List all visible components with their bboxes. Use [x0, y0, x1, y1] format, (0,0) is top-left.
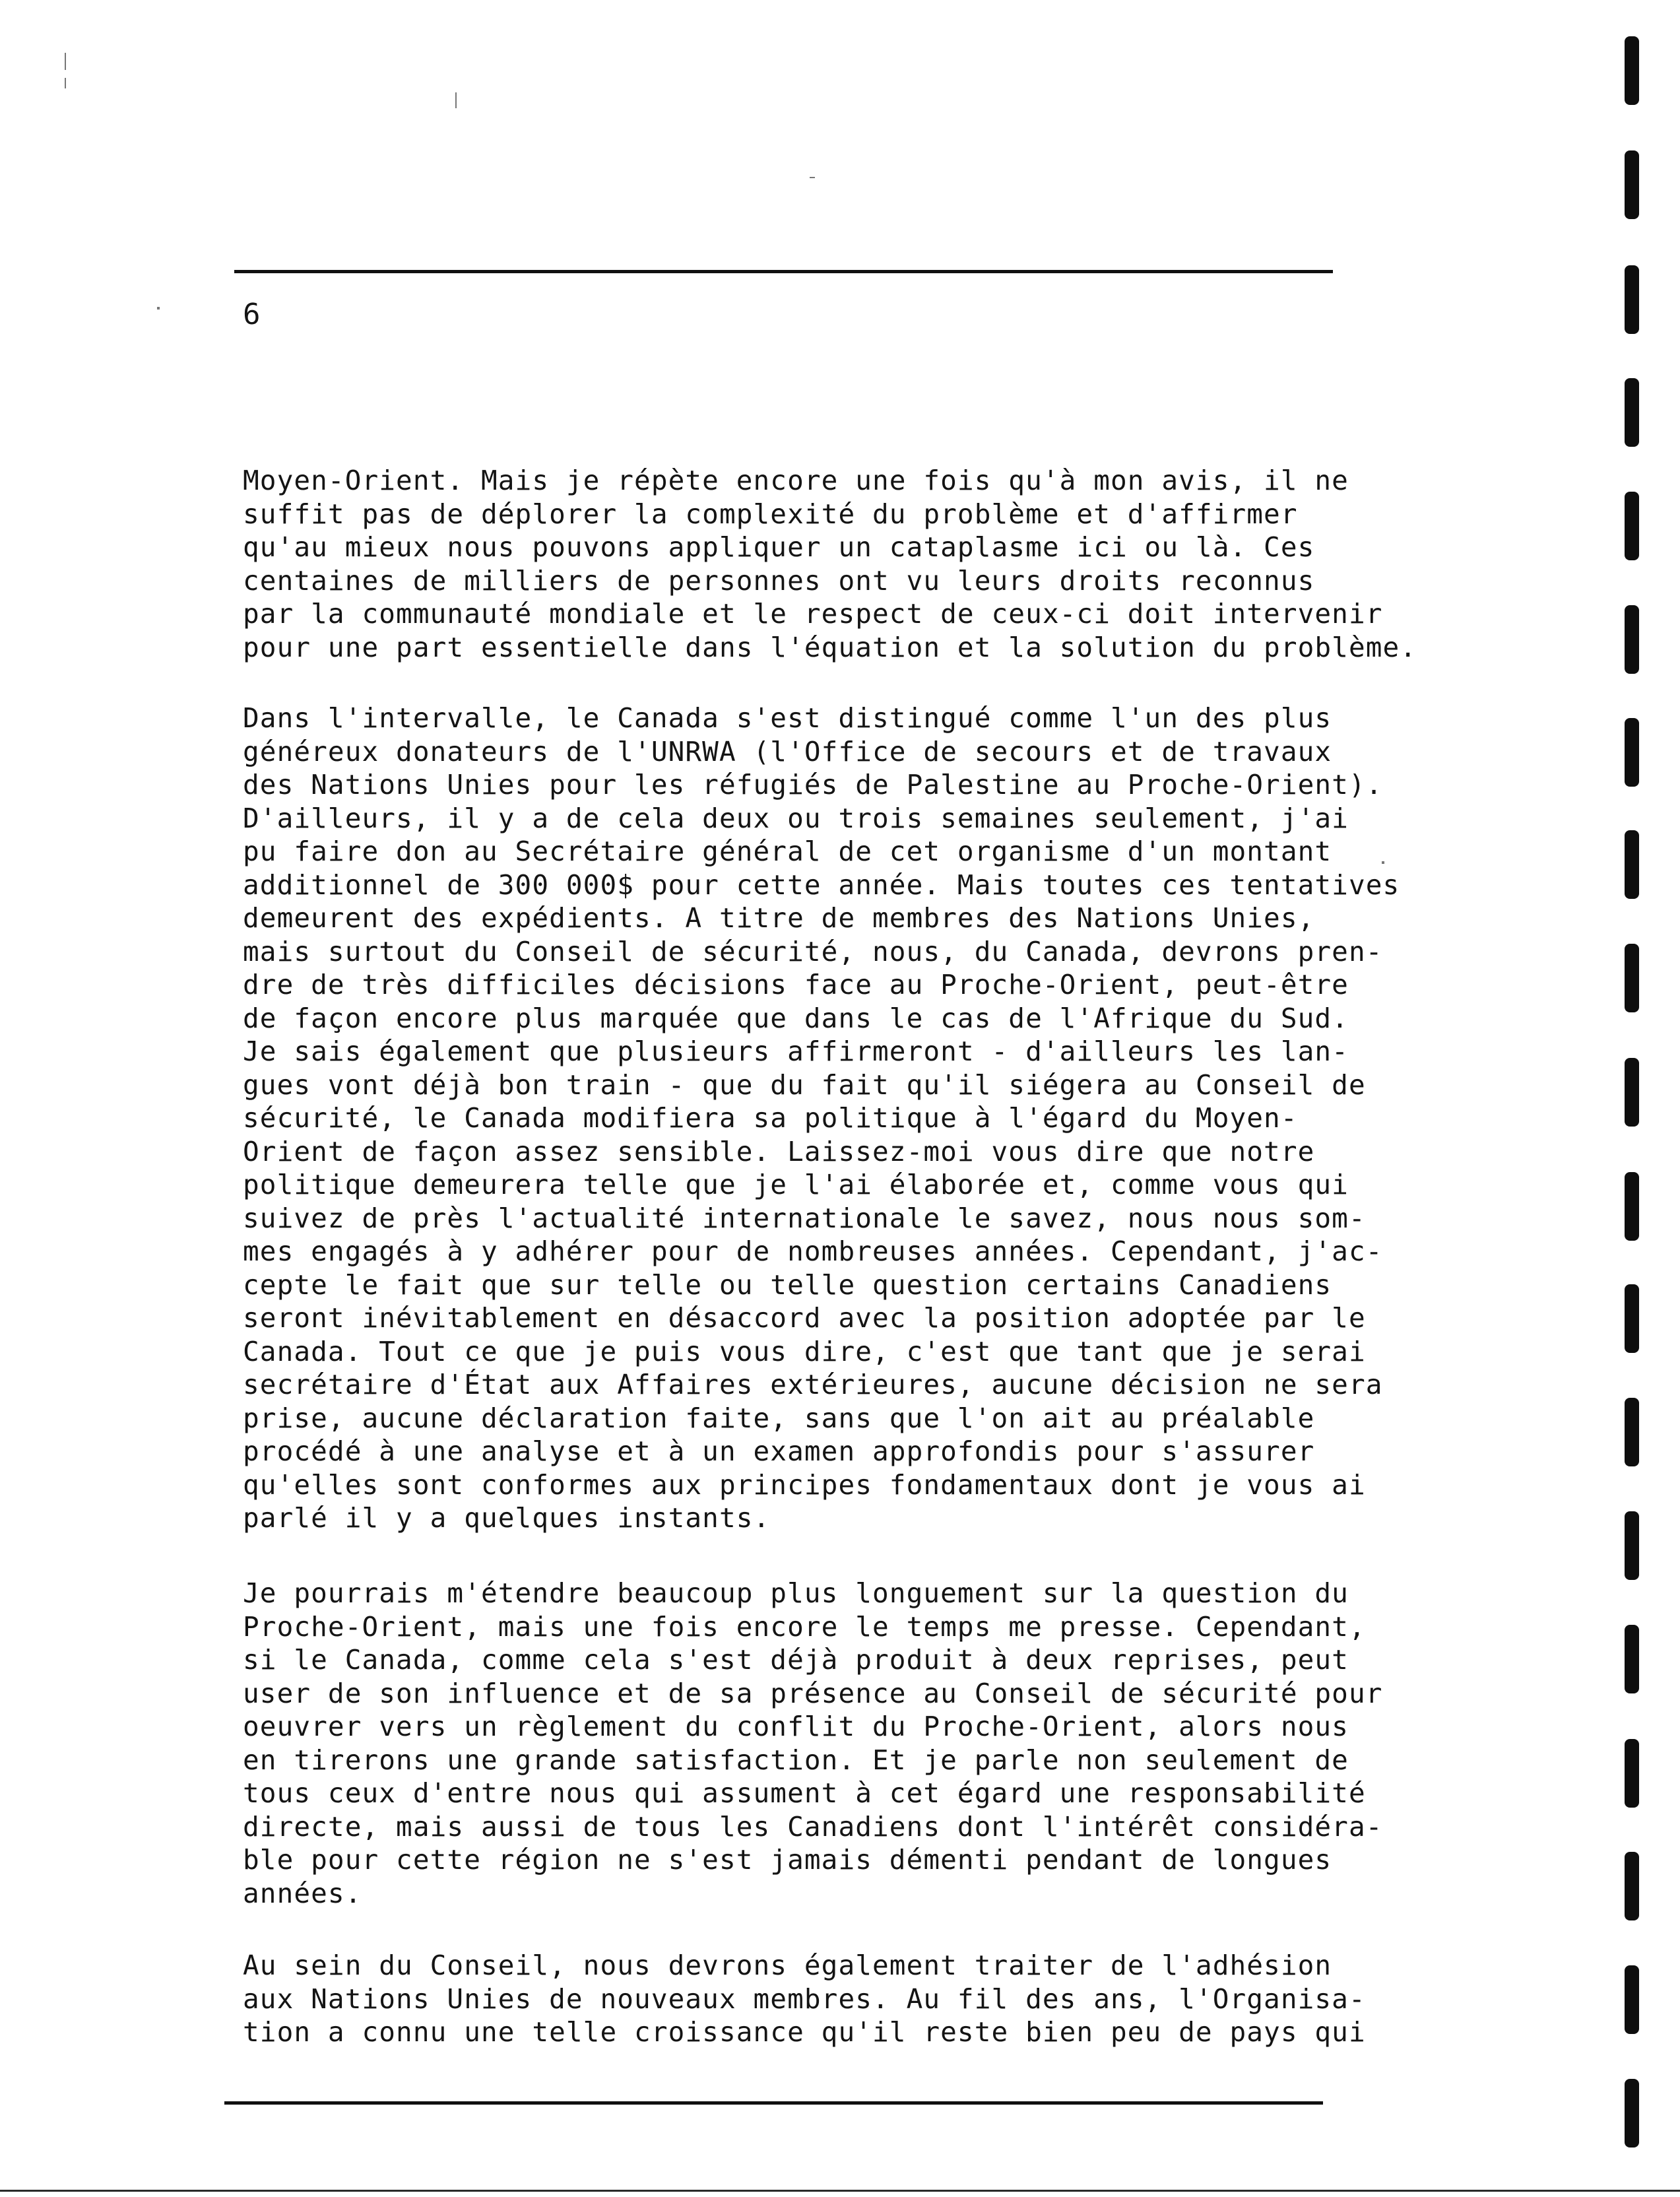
text-line: si le Canada, comme cela s'est déjà produit à deux reprises, peut	[243, 1644, 1349, 1676]
page-number: 6	[243, 298, 261, 331]
text-line: ble pour cette région ne s'est jamais démenti pendant de longues	[243, 1844, 1332, 1876]
text-line: Dans l'intervalle, le Canada s'est distingué comme l'un des plus	[243, 702, 1332, 734]
text-line: secrétaire d'État aux Affaires extérieures, aucune décision ne sera	[243, 1369, 1383, 1400]
text-line: demeurent des expédients. A titre de membres des Nations Unies,	[243, 902, 1315, 934]
text-line: centaines de milliers de personnes ont vu leurs droits reconnus	[243, 564, 1315, 597]
text-line: pour une part essentielle dans l'équation et la solution du problème.	[243, 631, 1417, 663]
text-line: Canada. Tout ce que je puis vous dire, c'est que tant que je serai	[243, 1335, 1366, 1367]
scan-speck	[455, 92, 457, 108]
text-line: prise, aucune déclaration faite, sans que l'on ait au préalable	[243, 1402, 1315, 1434]
text-line: aux Nations Unies de nouveaux membres. Au fil des ans, l'Organisa-	[243, 1983, 1366, 2015]
binder-mark	[1625, 1511, 1639, 1580]
binder-mark	[1625, 1398, 1639, 1466]
binder-mark	[1625, 1965, 1639, 2034]
binder-mark	[1625, 265, 1639, 334]
binder-mark	[1625, 378, 1639, 447]
scan-speck	[1382, 861, 1384, 864]
text-line: tous ceux d'entre nous qui assument à cet égard une responsabilité	[243, 1777, 1366, 1809]
text-line: tion a connu une telle croissance qu'il reste bien peu de pays qui	[243, 2016, 1366, 2048]
text-line: qu'elles sont conformes aux principes fondamentaux dont je vous ai	[243, 1468, 1366, 1501]
text-line: des Nations Unies pour les réfugiés de Palestine au Proche-Orient).	[243, 769, 1383, 801]
binder-mark	[1625, 605, 1639, 674]
text-line: Orient de façon assez sensible. Laissez-moi vous dire que notre	[243, 1135, 1315, 1167]
binder-mark	[1625, 1172, 1639, 1241]
text-line: sécurité, le Canada modifiera sa politique à l'égard du Moyen-	[243, 1102, 1298, 1134]
binder-mark	[1625, 944, 1639, 1012]
scan-speck	[65, 53, 66, 70]
text-line: Proche-Orient, mais une fois encore le temps me presse. Cependant,	[243, 1610, 1366, 1643]
text-line: additionnel de 300 000$ pour cette année. Mais toutes ces tentatives	[243, 869, 1400, 901]
text-line: Au sein du Conseil, nous devrons également traiter de l'adhésion	[243, 1950, 1332, 1981]
text-line: user de son influence et de sa présence au Conseil de sécurité pour	[243, 1677, 1383, 1709]
binder-mark	[1625, 492, 1639, 560]
paragraph-2	[243, 702, 1400, 1535]
paragraph-1	[243, 464, 1417, 664]
text-line: de façon encore plus marquée que dans le cas de l'Afrique du Sud.	[243, 1002, 1349, 1034]
scan-speck	[810, 177, 815, 178]
text-line: Je sais également que plusieurs affirmeront - d'ailleurs les lan-	[243, 1035, 1349, 1067]
binder-mark	[1625, 1058, 1639, 1127]
text-line: pu faire don au Secrétaire général de cet organisme d'un montant	[243, 836, 1332, 867]
binder-mark	[1625, 830, 1639, 899]
text-line: Je pourrais m'étendre beaucoup plus longuement sur la question du	[243, 1577, 1349, 1609]
paragraph-4	[243, 1949, 1366, 2049]
binder-mark	[1625, 150, 1639, 219]
binder-mark	[1625, 1739, 1639, 1808]
text-line: procédé à une analyse et à un examen approfondis pour s'assurer	[243, 1435, 1315, 1467]
text-line: gues vont déjà bon train - que du fait qu'il siégera au Conseil de	[243, 1068, 1366, 1101]
text-line: mais surtout du Conseil de sécurité, nous, du Canada, devrons pren-	[243, 935, 1383, 967]
text-line: directe, mais aussi de tous les Canadiens dont l'intérêt considéra-	[243, 1810, 1383, 1843]
paragraph-3	[243, 1577, 1383, 1910]
text-line: Moyen-Orient. Mais je répète encore une fois qu'à mon avis, il ne	[243, 465, 1349, 496]
binder-mark	[1625, 36, 1639, 105]
text-line: suivez de près l'actualité internationale le savez, nous nous som-	[243, 1202, 1366, 1234]
scan-speck	[157, 307, 160, 310]
text-line: dre de très difficiles décisions face au Proche-Orient, peut-être	[243, 969, 1349, 1000]
text-line: qu'au mieux nous pouvons appliquer un cataplasme ici ou là. Ces	[243, 531, 1315, 563]
text-line: politique demeurera telle que je l'ai élaborée et, comme vous qui	[243, 1169, 1349, 1200]
text-line: cepte le fait que sur telle ou telle question certains Canadiens	[243, 1268, 1332, 1301]
text-line: parlé il y a quelques instants.	[243, 1502, 771, 1534]
text-line: suffit pas de déplorer la complexité du problème et d'affirmer	[243, 498, 1298, 530]
text-line: seront inévitablement en désaccord avec la position adoptée par le	[243, 1302, 1366, 1334]
text-line: oeuvrer vers un règlement du conflit du Proche-Orient, alors nous	[243, 1711, 1349, 1742]
text-line: en tirerons une grande satisfaction. Et je parle non seulement de	[243, 1744, 1349, 1776]
text-line: années.	[243, 1877, 362, 1909]
scan-speck	[65, 78, 66, 88]
scan-bottom-edge	[0, 2190, 1680, 2192]
binder-mark	[1625, 1625, 1639, 1693]
binder-mark	[1625, 2079, 1639, 2148]
text-line: généreux donateurs de l'UNRWA (l'Office de secours et de travaux	[243, 735, 1332, 768]
text-line: D'ailleurs, il y a de cela deux ou trois semaines seulement, j'ai	[243, 802, 1349, 834]
text-line: par la communauté mondiale et le respect de ceux-ci doit intervenir	[243, 598, 1383, 630]
footer-rule	[224, 2101, 1323, 2105]
text-line: mes engagés à y adhérer pour de nombreuses années. Cependant, j'ac-	[243, 1235, 1383, 1267]
binder-mark	[1625, 1852, 1639, 1920]
binder-mark	[1625, 718, 1639, 787]
header-rule	[234, 270, 1333, 273]
binder-mark	[1625, 1284, 1639, 1353]
